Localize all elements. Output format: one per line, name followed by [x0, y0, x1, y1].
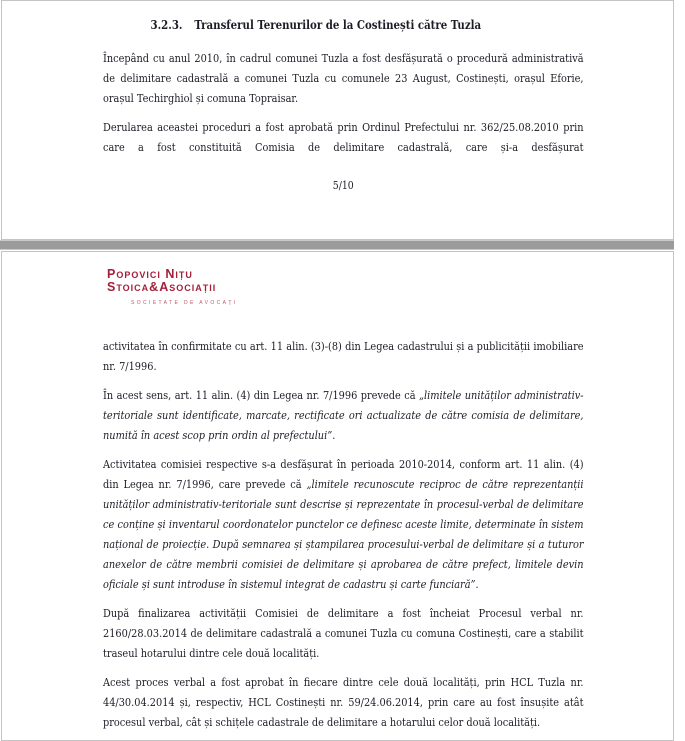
text-run: .: [332, 428, 336, 442]
text-run: În acest sens, art. 11 alin. (4) din Legea nr. 7/1996 prevede că: [103, 388, 420, 402]
page-5-text-column: [103, 15, 584, 196]
document-page-5: [1, 0, 674, 240]
section-number: 3.2.3.: [150, 18, 183, 32]
text-run: După finalizarea activității Comisiei de delimitare a fost încheiat Procesul verbal nr. 2160/28.03.2014 de delimitare cadastrală a comunei Tuzla cu comuna Costinești, care a stabilit traseul hotarului dintre cele două localități.: [103, 606, 584, 660]
logo-tagline: SOCIETATE DE AVOCAȚI: [131, 300, 238, 306]
logo-name-line-2: Stoica&Asociații: [107, 280, 217, 294]
text-run: Activitatea comisiei respective s-a desfășurat în perioada 2010-2014, conform art. 11 alin. (4) din Legea nr. 7/1996, care prevede că: [103, 457, 584, 491]
paragraph: [103, 385, 584, 445]
text-run: activitatea în confirmitate cu art. 11 alin. (3)-(8) din Legea cadastrului și a publicității imobiliare nr. 7/1996.: [103, 339, 584, 373]
text-run: Acest proces verbal a fost aprobat în fiecare dintre cele două localități, prin HCL Tuzla nr. 44/30.04.2014 și, respectiv, HCL Costinești nr. 59/24.06.2014, prin care au fost însușite atât procesul verbal, cât și schițele cadastrale de delimitare a hotarului celor două localități.: [103, 675, 584, 729]
text-run: .: [475, 577, 479, 591]
section-heading: [151, 15, 584, 35]
page-break-separator: [0, 240, 674, 250]
quoted-legal-text: „limitele unităților administrativ-teritoriale sunt identificate, marcate, rectificate ori actualizate de către comisia de delimitare, numită în acest scop prin ordin al prefectului”: [103, 388, 584, 442]
quoted-legal-text: „limitele recunoscute reciproc de către reprezentanții unităților administrativ-teritoriale sunt descrise și reprezentate în procesul-verbal de delimitare ce conține și inventarul coordonatelor punctelor ce definesc aceste limite, determinate în sistem național de proiecție. După semnarea și ștampilarea procesului-verbal de delimitare și a tuturor anexelor de către membrii comisiei de delimitare și aprobarea de către prefect, limitele devin oficiale și sunt introduse în sistemul integrat de cadastru și carte funciară”: [103, 477, 584, 591]
document-page-6: [1, 251, 674, 741]
paragraph: [103, 117, 584, 157]
paragraph: [103, 603, 584, 663]
section-title: Transferul Terenurilor de la Costinești către Tuzla: [194, 18, 482, 32]
paragraph: [103, 454, 584, 594]
text-run: Derularea aceastei proceduri a fost aprobată prin Ordinul Prefectului nr. 362/25.08.2010 prin care a fost constituită Comisia de delimitare cadastrală, care și-a desfășurat: [103, 120, 584, 154]
logo-name-line-1: Popovici Nițu: [107, 267, 193, 281]
page-6-paragraphs: [103, 336, 584, 732]
page-6-text-column: [103, 336, 584, 732]
text-run: Începând cu anul 2010, în cadrul comunei Tuzla a fost desfășurată o procedură administrativă de delimitare cadastrală a comunei Tuzla cu comunele 23 August, Costinești, orașul Eforie, orașul Techirghiol și comuna Topraisar.: [103, 51, 584, 105]
page-number-footer: 5/10: [332, 179, 354, 192]
paragraph: [103, 336, 584, 376]
page-5-paragraphs: [103, 48, 584, 157]
paragraph: [103, 48, 584, 108]
law-firm-logo: [107, 268, 673, 310]
paragraph: [103, 672, 584, 732]
